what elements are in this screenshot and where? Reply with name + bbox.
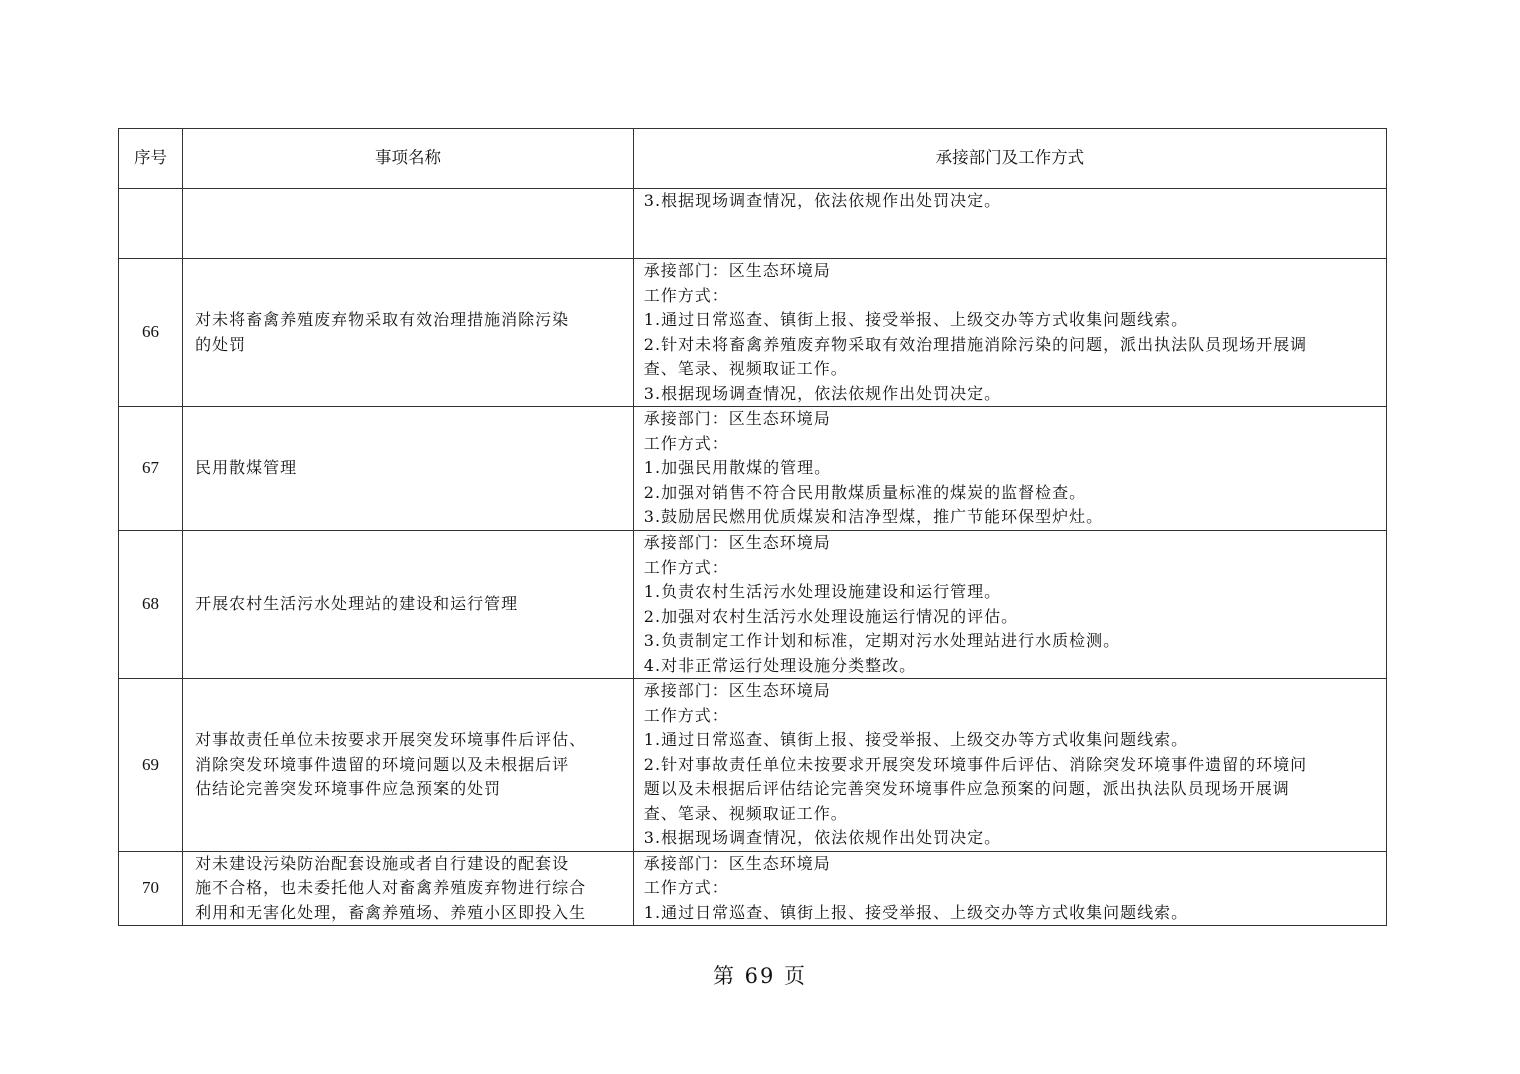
dept-cell	[633, 259, 1386, 407]
dept-line: 2.加强对农村生活污水处理设施运行情况的评估。	[643, 606, 1019, 626]
dept-line: 3.鼓励居民燃用优质煤炭和洁净型煤，推广节能环保型炉灶。	[643, 507, 1104, 527]
dept-line: 承接部门：区生态环境局	[643, 681, 831, 700]
name-cell	[183, 259, 634, 407]
dept-line: 查、笔录、视频取证工作。	[643, 803, 848, 823]
name-line: 的处罚	[195, 334, 247, 354]
name-cell	[183, 679, 634, 852]
dept-line: 工作方式：	[643, 557, 729, 577]
no-cell: 70	[119, 851, 183, 926]
dept-line: 1.通过日常巡查、镇街上报、接受举报、上级交办等方式收集问题线索。	[643, 902, 1189, 922]
dept-line: 题以及未根据后评估结论完善突发环境事件应急预案的问题，派出执法队员现场开展调	[643, 779, 1290, 798]
header-dept: 承接部门及工作方式	[633, 129, 1386, 189]
no-cell: 69	[119, 679, 183, 852]
dept-cell	[633, 679, 1386, 852]
dept-line: 承接部门：区生态环境局	[643, 853, 831, 873]
name-line: 对未建设污染防治配套设施或者自行建设的配套设	[195, 853, 570, 873]
dept-line: 承接部门：区生态环境局	[643, 533, 831, 552]
name-line: 对事故责任单位未按要求开展突发环境事件后评估、	[195, 730, 587, 749]
dept-line: 2.针对事故责任单位未按要求开展突发环境事件后评估、消除突发环境事件遗留的环境问	[643, 754, 1308, 774]
dept-line: 承接部门：区生态环境局	[643, 261, 831, 280]
table-row	[119, 679, 1387, 852]
dept-cell	[633, 531, 1386, 679]
name-cell	[183, 189, 634, 259]
dept-cell	[633, 189, 1386, 259]
dept-line: 3.负责制定工作计划和标准，定期对污水处理站进行水质检测。	[643, 631, 1121, 650]
name-line: 消除突发环境事件遗留的环境问题以及未根据后评	[195, 754, 570, 774]
table-row	[119, 531, 1387, 679]
header-name: 事项名称	[183, 129, 634, 189]
dept-line: 4.对非正常运行处理设施分类整改。	[643, 655, 917, 675]
name-line: 利用和无害化处理，畜禽养殖场、养殖小区即投入生	[195, 902, 587, 922]
table-row	[119, 851, 1387, 926]
page-number: 第 69 页	[712, 964, 808, 988]
dept-line: 工作方式：	[643, 285, 729, 305]
no-cell: 68	[119, 531, 183, 679]
name-line: 估结论完善突发环境事件应急预案的处罚	[195, 779, 502, 798]
dept-cell	[633, 407, 1386, 531]
name-line: 开展农村生活污水处理站的建设和运行管理	[195, 594, 519, 614]
table-row-continuation	[119, 189, 1387, 259]
name-cell	[183, 407, 634, 531]
no-cell	[119, 189, 183, 259]
header-no: 序号	[119, 129, 183, 189]
dept-line: 工作方式：	[643, 878, 729, 897]
dept-line: 1.加强民用散煤的管理。	[643, 458, 832, 478]
dept-line: 1.通过日常巡查、镇街上报、接受举报、上级交办等方式收集问题线索。	[643, 310, 1189, 329]
table-row	[119, 259, 1387, 407]
dept-line: 承接部门：区生态环境局	[643, 409, 831, 429]
no-cell: 67	[119, 407, 183, 531]
dept-line: 3.根据现场调查情况，依法依规作出处罚决定。	[643, 828, 1002, 847]
dept-line: 工作方式：	[643, 433, 729, 453]
matters-table	[118, 128, 1387, 926]
table-header-row	[119, 129, 1387, 189]
dept-line: 2.加强对销售不符合民用散煤质量标准的煤炭的监督检查。	[643, 482, 1087, 502]
dept-line: 3.根据现场调查情况，依法依规作出处罚决定。	[643, 191, 1002, 210]
dept-line: 1.负责农村生活污水处理设施建设和运行管理。	[643, 582, 1002, 601]
name-line: 民用散煤管理	[195, 458, 298, 478]
name-cell	[183, 851, 634, 926]
dept-cell	[633, 851, 1386, 926]
name-line: 施不合格，也未委托他人对畜禽养殖废弃物进行综合	[195, 878, 587, 897]
name-cell	[183, 531, 634, 679]
name-line: 对未将畜禽养殖废弃物采取有效治理措施消除污染	[195, 310, 570, 329]
dept-line: 1.通过日常巡查、镇街上报、接受举报、上级交办等方式收集问题线索。	[643, 730, 1189, 749]
dept-line: 3.根据现场调查情况，依法依规作出处罚决定。	[643, 383, 1002, 403]
dept-line: 查、笔录、视频取证工作。	[643, 359, 848, 378]
no-cell: 66	[119, 259, 183, 407]
table-row	[119, 407, 1387, 531]
dept-line: 工作方式：	[643, 705, 729, 725]
dept-line: 2.针对未将畜禽养殖废弃物采取有效治理措施消除污染的问题，派出执法队员现场开展调	[643, 334, 1308, 354]
